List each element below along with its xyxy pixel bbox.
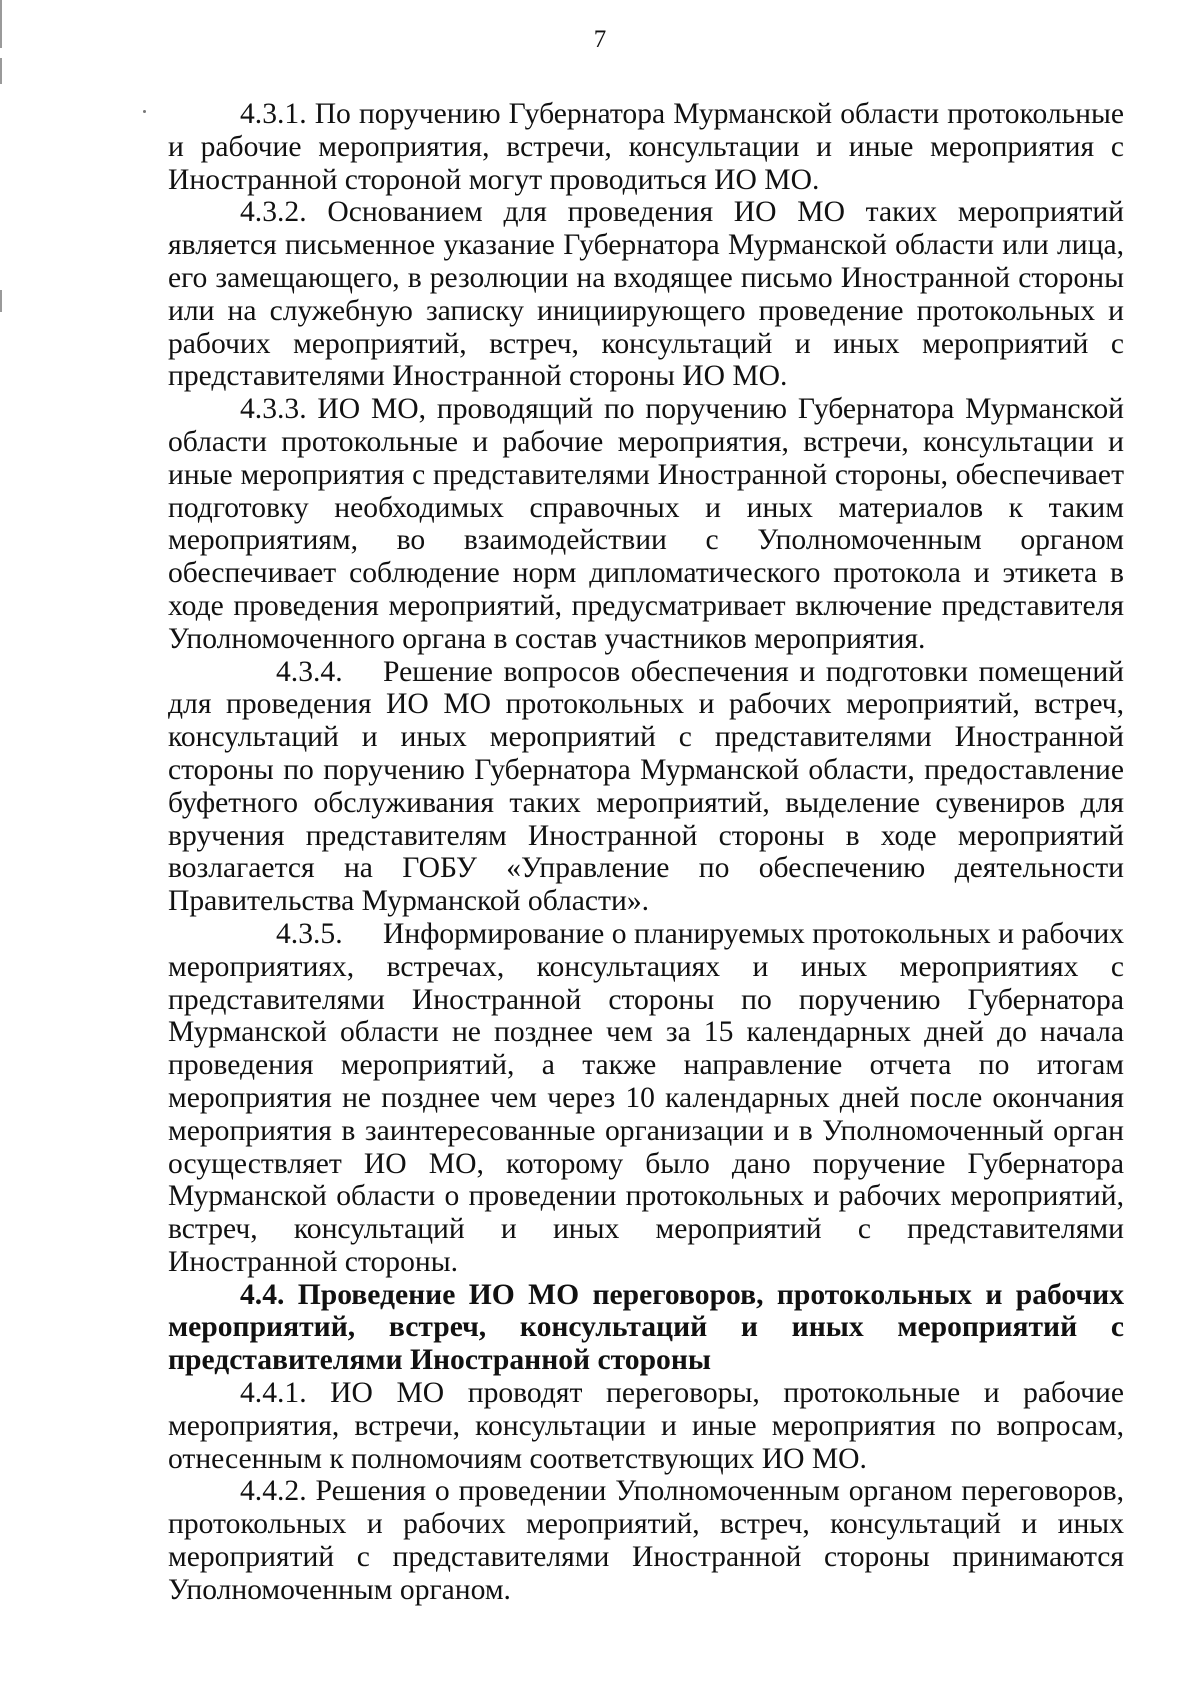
paragraph-4-3-2 xyxy=(168,196,1124,393)
paragraph-4-3-4 xyxy=(168,656,1124,918)
clause-text: Информирование о планируемых протокольных и рабочих мероприятиях, встречах, консультациях и иных мероприятиях с представителями Иностранной стороны по поручению Губернатора Мурманской области не позднее чем за 15 календарных дней до начала проведения мероприятий, а также направление отчета по итогам мероприятия не позднее чем через 10 календарных дней после окончания мероприятия в заинтересованные организации и в Уполномоченный орган осуществляет ИО МО, которому было дано поручение Губернатора Мурманской области о проведении протокольных и рабочих мероприятий, встреч, консультаций и иных мероприятий с представителями Иностранной стороны. xyxy=(168,917,1124,1278)
clause-number: 4.4. xyxy=(240,1278,285,1311)
paragraph-4-3-5 xyxy=(168,918,1124,1279)
clause-number: 4.3.5. xyxy=(276,917,343,950)
clause-text: По поручению Губернатора Мурманской области протокольные и рабочие мероприятия, встречи, консультации и иные мероприятия с Иностранной стороной могут проводиться ИО МО. xyxy=(168,98,1124,196)
scan-edge-mark xyxy=(0,290,2,312)
paragraph-4-3-3 xyxy=(168,393,1124,655)
scan-edge-mark xyxy=(0,58,2,84)
clause-number: 4.4.1. xyxy=(240,1377,307,1410)
clause-text: ИО МО проводят переговоры, протокольные и рабочие мероприятия, встречи, консультации и иные мероприятия по вопросам, отнесенным к полномочиям соответствующих ИО МО. xyxy=(168,1377,1124,1475)
clause-number: 4.3.2. xyxy=(240,196,307,229)
paragraph-4-4-1 xyxy=(168,1377,1124,1475)
page-number: 7 xyxy=(593,26,607,53)
clause-text: Решение вопросов обеспечения и подготовки помещений для проведения ИО МО протокольных и рабочих мероприятий, встреч, консультаций и иных мероприятий с представителями Иностранной стороны по поручению Губернатора Мурманской области, предоставление буфетного обслуживания таких мероприятий, выделение сувениров для вручения представителям Иностранной стороны в ходе мероприятий возлагается на ГОБУ «Управление по обеспечению деятельности Правительства Мурманской области». xyxy=(168,655,1124,918)
paragraph-4-3-1 xyxy=(168,98,1124,196)
clause-number: 4.3.4. xyxy=(276,655,343,688)
clause-number: 4.3.3. xyxy=(240,393,307,426)
scan-speck xyxy=(143,110,146,113)
clause-text: Основанием для проведения ИО МО таких мероприятий является письменное указание Губернатора Мурманской области или лица, его замещающего, в резолюции на входящее письмо Иностранной стороны или на служебную записку инициирующего проведение протокольных и рабочих мероприятий, встреч, консультаций и иных мероприятий с представителями Иностранной стороны ИО МО. xyxy=(168,196,1124,393)
clause-number: 4.3.1. xyxy=(240,98,307,130)
clause-number: 4.4.2. xyxy=(240,1475,307,1508)
section-heading-4-4 xyxy=(168,1279,1124,1377)
heading-text: Проведение ИО МО переговоров, протокольных и рабочих мероприятий, встреч, консультаций и иных мероприятий с представителями Иностранной стороны xyxy=(168,1278,1124,1377)
clause-text: Решения о проведении Уполномоченным органом переговоров, протокольных и рабочих мероприятий, встреч, консультаций и иных мероприятий с представителями Иностранной стороны принимаются Уполномоченным органом. xyxy=(168,1475,1124,1606)
document-body xyxy=(168,98,1124,1607)
clause-text: ИО МО, проводящий по поручению Губернатора Мурманской области протокольные и рабочие мероприятия, встречи, консультации и иные мероприятия с представителями Иностранной стороны, обеспечивает подготовку необходимых справочных и иных материалов к таким мероприятиям, во взаимодействии с Уполномоченным органом обеспечивает соблюдение норм дипломатического протокола и этикета в ходе проведения мероприятий, предусматривает включение представителя Уполномоченного органа в состав участников мероприятия. xyxy=(168,393,1124,655)
paragraph-4-4-2 xyxy=(168,1475,1124,1606)
